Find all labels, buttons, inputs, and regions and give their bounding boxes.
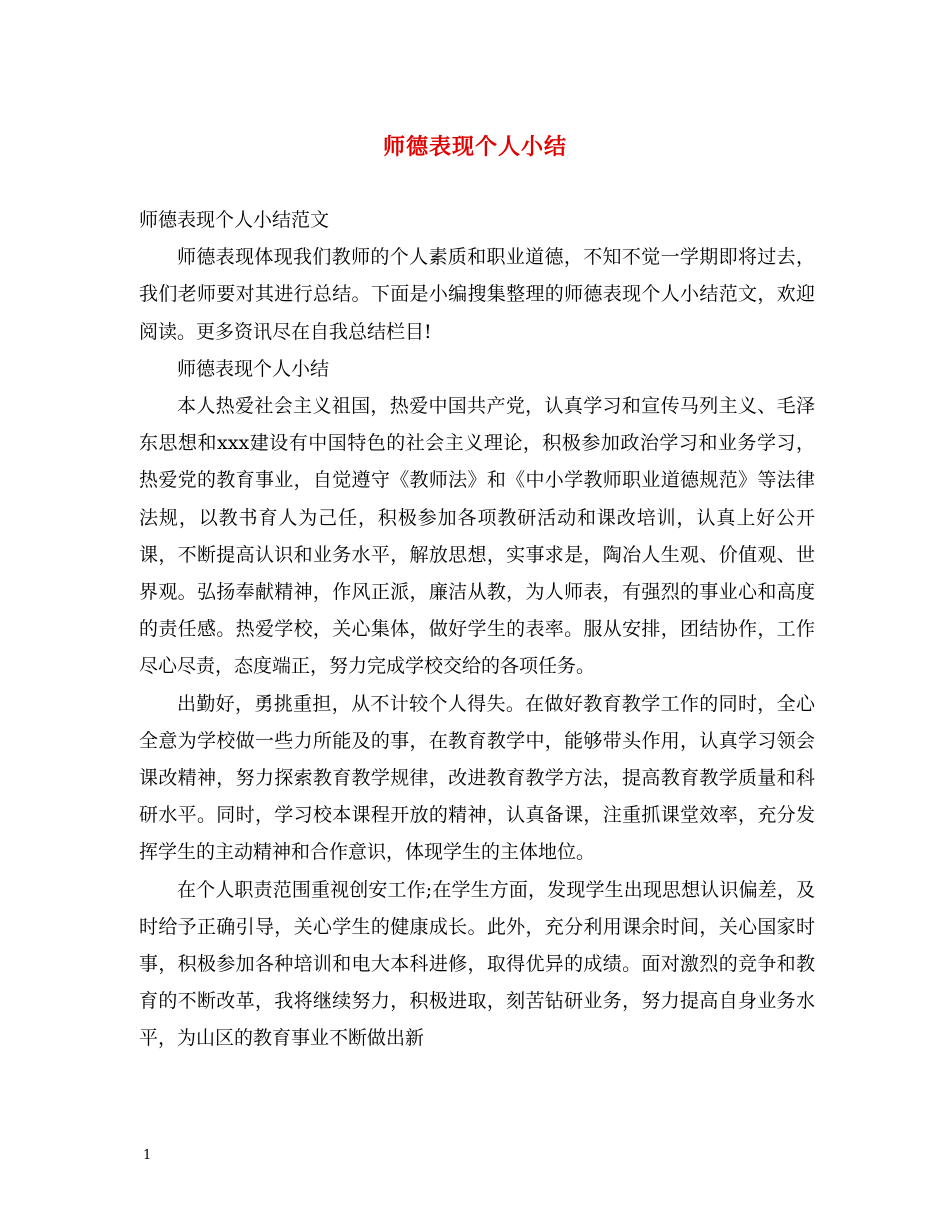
intro-paragraph: 师德表现体现我们教师的个人素质和职业道德，不知不觉一学期即将过去，我们老师要对其进行总结。下面是小编搜集整理的师德表现个人小结范文，欢迎阅读。更多资讯尽在自我总结栏目! (139, 246, 815, 343)
document-subtitle: 师德表现个人小结范文 (139, 209, 330, 231)
page-number: 1 (143, 1148, 152, 1163)
section-heading: 师德表现个人小结 (177, 357, 330, 380)
document-title: 师德表现个人小结 (382, 134, 567, 160)
body-paragraph: 本人热爱社会主义祖国，热爱中国共产党，认真学习和宣传马列主义、毛泽东思想和xxx建设有中国特色的社会主义理论，积极参加政治学习和业务学习，热爱党的教育事业，自觉遵守《教师法》和《中小学教师职业道德规范》等法律法规，以教书育人为己任，积极参加各项教研活动和课改培训，认真上好公开课，不断提高认识和业务水平，解放思想，实事求是，陶冶人生观、价值观、世界观。弘扬奉献精神，作风正派，廉洁从教，为人师表，有强烈的事业心和高度的责任感。热爱学校，关心集体，做好学生的表率。服从安排，团结协作，工作尽心尽责，态度端正，努力完成学校交给的各项任务。 (139, 395, 815, 678)
body-paragraph: 在个人职责范围重视创安工作;在学生方面，发现学生出现思想认识偏差，及时给予正确引导，关心学生的健康成长。此外，充分利用课余时间，关心国家时事，积极参加各种培训和电大本科进修，取得优异的成绩。面对激烈的竞争和教育的不断改革，我将继续努力，积极进取，刻苦钻研业务，努力提高自身业务水平，为山区的教育事业不断做出新 (139, 878, 815, 1050)
body-paragraph: 出勤好，勇挑重担，从不计较个人得失。在做好教育教学工作的同时，全心全意为学校做一些力所能及的事，在教育教学中，能够带头作用，认真学习领会课改精神，努力探索教育教学规律，改进教育教学方法，提高教育教学质量和科研水平。同时，学习校本课程开放的精神，认真备课，注重抓课堂效率，充分发挥学生的主动精神和合作意识，体现学生的主体地位。 (139, 692, 815, 864)
document-body (139, 202, 815, 1058)
